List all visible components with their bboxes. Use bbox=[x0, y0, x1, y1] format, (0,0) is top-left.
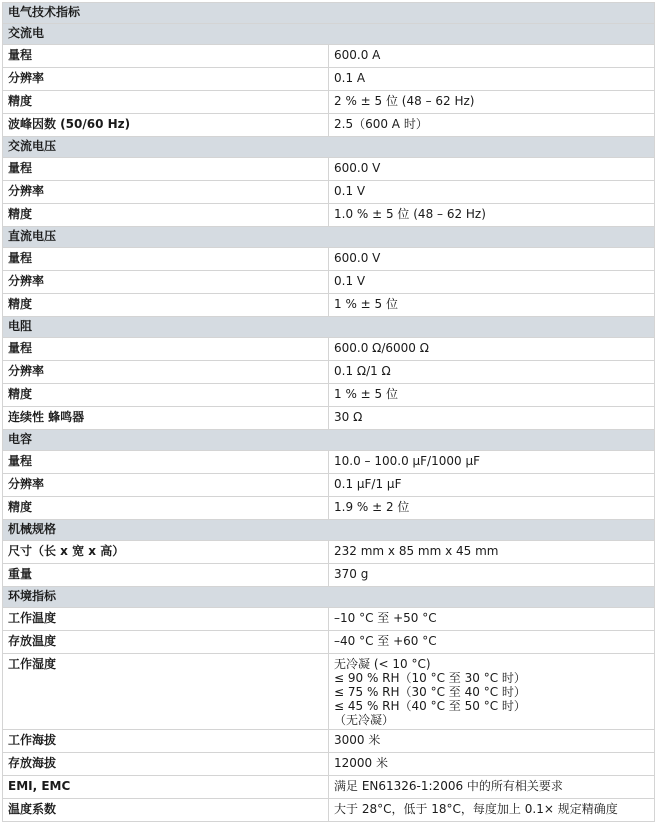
section-header-row bbox=[3, 227, 655, 248]
spec-value: 0.1 V bbox=[329, 181, 655, 204]
spec-label: 重量 bbox=[3, 564, 329, 587]
spec-value-line: ≤ 90 % RH（10 °C 至 30 °C 时） bbox=[334, 671, 526, 685]
spec-label: 量程 bbox=[3, 451, 329, 474]
table-row bbox=[3, 248, 655, 271]
spec-value-line: 无冷凝 (< 10 °C) bbox=[334, 657, 431, 671]
spec-value: 1 % ± 5 位 bbox=[329, 294, 655, 317]
spec-value: 10.0 – 100.0 μF/1000 μF bbox=[329, 451, 655, 474]
spec-value: 370 g bbox=[329, 564, 655, 587]
table-row bbox=[3, 204, 655, 227]
spec-label: 精度 bbox=[3, 294, 329, 317]
section-header-row bbox=[3, 317, 655, 338]
section-header-row bbox=[3, 137, 655, 158]
table-row bbox=[3, 474, 655, 497]
table-row bbox=[3, 114, 655, 137]
spec-value bbox=[329, 654, 655, 730]
table-row bbox=[3, 451, 655, 474]
spec-value: 600.0 V bbox=[329, 248, 655, 271]
spec-value: 2.5（600 A 时） bbox=[329, 114, 655, 137]
spec-value: 0.1 μF/1 μF bbox=[329, 474, 655, 497]
table-row bbox=[3, 45, 655, 68]
spec-label: 分辨率 bbox=[3, 361, 329, 384]
spec-table bbox=[2, 2, 655, 822]
table-row bbox=[3, 181, 655, 204]
spec-label: EMI, EMC bbox=[3, 776, 329, 799]
spec-label: 波峰因数 (50/60 Hz) bbox=[3, 114, 329, 137]
table-row bbox=[3, 564, 655, 587]
spec-value: 1.0 % ± 5 位 (48 – 62 Hz) bbox=[329, 204, 655, 227]
table-row bbox=[3, 407, 655, 430]
spec-label: 量程 bbox=[3, 45, 329, 68]
spec-value: 大于 28°C，低于 18°C，每度加上 0.1× 规定精确度 bbox=[329, 799, 655, 822]
spec-label: 分辨率 bbox=[3, 181, 329, 204]
spec-label: 尺寸（长 x 宽 x 高） bbox=[3, 541, 329, 564]
spec-value: 满足 EN61326-1:2006 中的所有相关要求 bbox=[329, 776, 655, 799]
spec-value: 1.9 % ± 2 位 bbox=[329, 497, 655, 520]
spec-label: 工作温度 bbox=[3, 608, 329, 631]
section-header-row bbox=[3, 430, 655, 451]
spec-value: 12000 米 bbox=[329, 753, 655, 776]
spec-value: 0.1 Ω/1 Ω bbox=[329, 361, 655, 384]
spec-label: 量程 bbox=[3, 338, 329, 361]
spec-label: 连续性 蜂鸣器 bbox=[3, 407, 329, 430]
section-heading: 交流电压 bbox=[3, 137, 655, 158]
table-row bbox=[3, 631, 655, 654]
table-title-row bbox=[3, 3, 655, 24]
section-header-row bbox=[3, 24, 655, 45]
spec-value: 600.0 Ω/6000 Ω bbox=[329, 338, 655, 361]
spec-value: 3000 米 bbox=[329, 730, 655, 753]
spec-label: 精度 bbox=[3, 204, 329, 227]
spec-value-line: ≤ 75 % RH（30 °C 至 40 °C 时） bbox=[334, 685, 526, 699]
spec-value-line: ≤ 45 % RH（40 °C 至 50 °C 时） bbox=[334, 699, 526, 713]
spec-value: 600.0 V bbox=[329, 158, 655, 181]
section-heading: 电阻 bbox=[3, 317, 655, 338]
spec-value-line: （无冷凝） bbox=[334, 713, 395, 727]
spec-value: 30 Ω bbox=[329, 407, 655, 430]
spec-value: 1 % ± 5 位 bbox=[329, 384, 655, 407]
spec-label: 温度系数 bbox=[3, 799, 329, 822]
table-row bbox=[3, 799, 655, 822]
table-title: 电气技术指标 bbox=[3, 3, 655, 24]
table-row bbox=[3, 384, 655, 407]
spec-label: 存放温度 bbox=[3, 631, 329, 654]
spec-label: 分辨率 bbox=[3, 474, 329, 497]
spec-value: 0.1 V bbox=[329, 271, 655, 294]
spec-label: 精度 bbox=[3, 384, 329, 407]
table-row bbox=[3, 753, 655, 776]
spec-value: –40 °C 至 +60 °C bbox=[329, 631, 655, 654]
table-row bbox=[3, 541, 655, 564]
section-heading: 直流电压 bbox=[3, 227, 655, 248]
spec-label: 分辨率 bbox=[3, 271, 329, 294]
table-row bbox=[3, 361, 655, 384]
table-row bbox=[3, 497, 655, 520]
spec-value: 600.0 A bbox=[329, 45, 655, 68]
table-row bbox=[3, 271, 655, 294]
table-row bbox=[3, 608, 655, 631]
section-header-row bbox=[3, 520, 655, 541]
spec-label: 工作湿度 bbox=[3, 654, 329, 730]
spec-value: 0.1 A bbox=[329, 68, 655, 91]
table-row bbox=[3, 91, 655, 114]
spec-label: 存放海拔 bbox=[3, 753, 329, 776]
section-heading: 交流电 bbox=[3, 24, 655, 45]
spec-label: 精度 bbox=[3, 91, 329, 114]
section-heading: 电容 bbox=[3, 430, 655, 451]
table-row bbox=[3, 338, 655, 361]
table-row bbox=[3, 776, 655, 799]
spec-label: 工作海拔 bbox=[3, 730, 329, 753]
spec-value: 2 % ± 5 位 (48 – 62 Hz) bbox=[329, 91, 655, 114]
spec-label: 精度 bbox=[3, 497, 329, 520]
spec-value: –10 °C 至 +50 °C bbox=[329, 608, 655, 631]
table-row bbox=[3, 654, 655, 730]
table-row bbox=[3, 68, 655, 91]
table-row bbox=[3, 158, 655, 181]
spec-label: 分辨率 bbox=[3, 68, 329, 91]
table-row bbox=[3, 730, 655, 753]
spec-label: 量程 bbox=[3, 158, 329, 181]
spec-value: 232 mm x 85 mm x 45 mm bbox=[329, 541, 655, 564]
section-heading: 环境指标 bbox=[3, 587, 655, 608]
spec-table-body bbox=[3, 3, 655, 822]
section-header-row bbox=[3, 587, 655, 608]
table-row bbox=[3, 294, 655, 317]
section-heading: 机械规格 bbox=[3, 520, 655, 541]
spec-label: 量程 bbox=[3, 248, 329, 271]
